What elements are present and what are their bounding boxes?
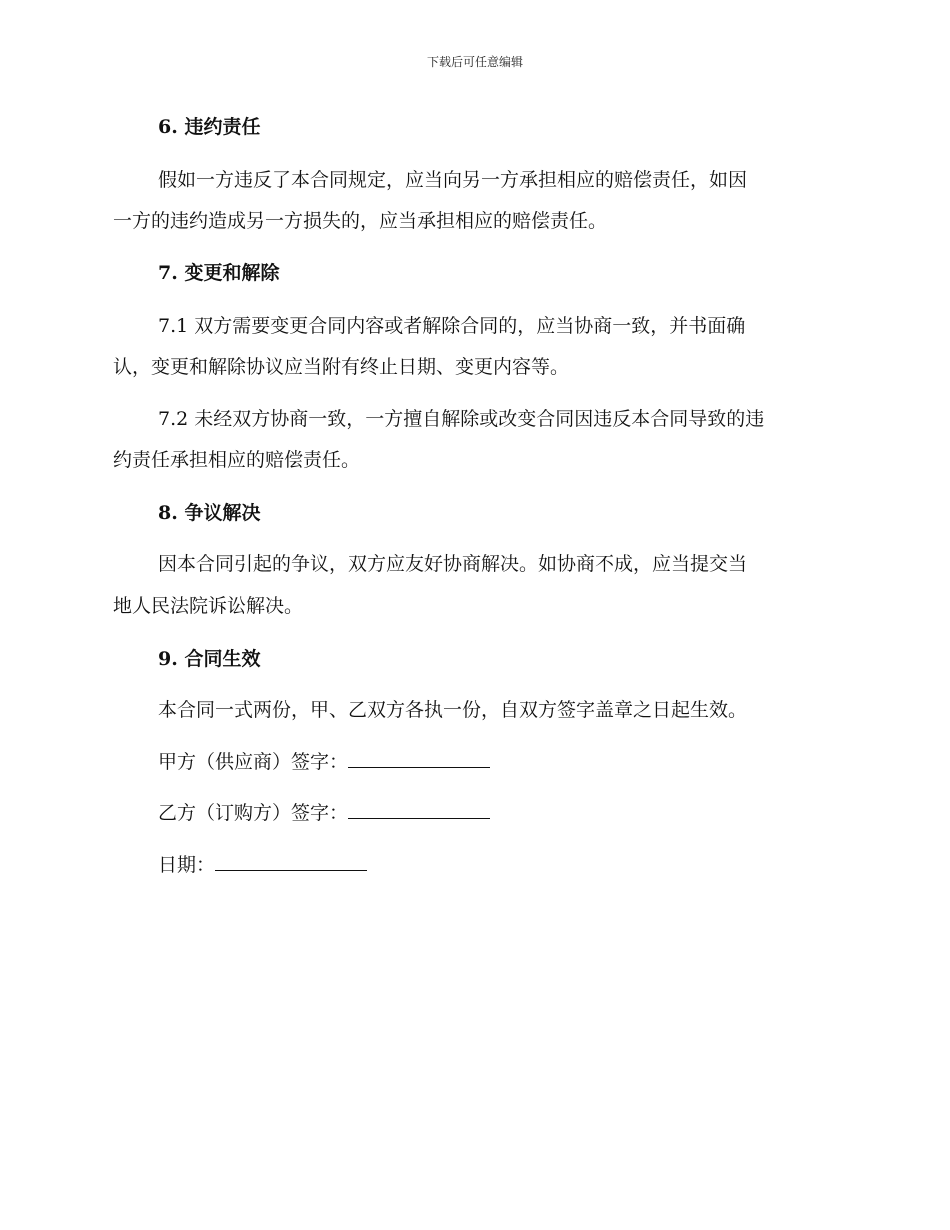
section-9-paragraph-line-1: 本合同一式两份，甲、乙双方各执一份，自双方签字盖章之日起生效。 [158,699,748,721]
page-header: 下载后可任意编辑 [426,55,523,69]
date-label: 日期： [158,854,216,876]
section-6-paragraph-line-2: 一方的违约造成另一方损失的，应当承担相应的赔偿责任。 [113,210,608,232]
section-7-1-line-2: 认，变更和解除协议应当附有终止日期、变更内容等。 [113,356,570,378]
section-8-paragraph-line-2: 地人民法院诉讼解决。 [113,595,304,617]
party-b-signature-line[interactable] [348,800,490,819]
section-8-paragraph-line-1: 因本合同引起的争议，双方应友好协商解决。如协商不成，应当提交当 [158,553,748,575]
section-7-2-line-1: 7.2 未经双方协商一致，一方擅自解除或改变合同因违反本合同导致的违 [158,408,765,430]
section-7-title: 7. 变更和解除 [158,262,280,284]
section-6-paragraph-line-1: 假如一方违反了本合同规定，应当向另一方承担相应的赔偿责任，如因 [158,169,748,191]
party-a-signature-label: 甲方（供应商）签字： [158,751,349,773]
section-9-title: 9. 合同生效 [158,648,261,670]
party-a-signature-row [158,749,490,775]
section-8-title: 8. 争议解决 [158,502,261,524]
party-a-signature-line[interactable] [348,749,490,768]
party-b-signature-row [158,800,490,826]
party-b-signature-label: 乙方（订购方）签字： [158,802,349,824]
date-row [158,852,367,878]
section-7-2-line-2: 约责任承担相应的赔偿责任。 [113,449,361,471]
section-6-title: 6. 违约责任 [158,116,261,138]
section-7-1-line-1: 7.1 双方需要变更合同内容或者解除合同的，应当协商一致，并书面确 [158,315,746,337]
date-line[interactable] [215,852,367,871]
